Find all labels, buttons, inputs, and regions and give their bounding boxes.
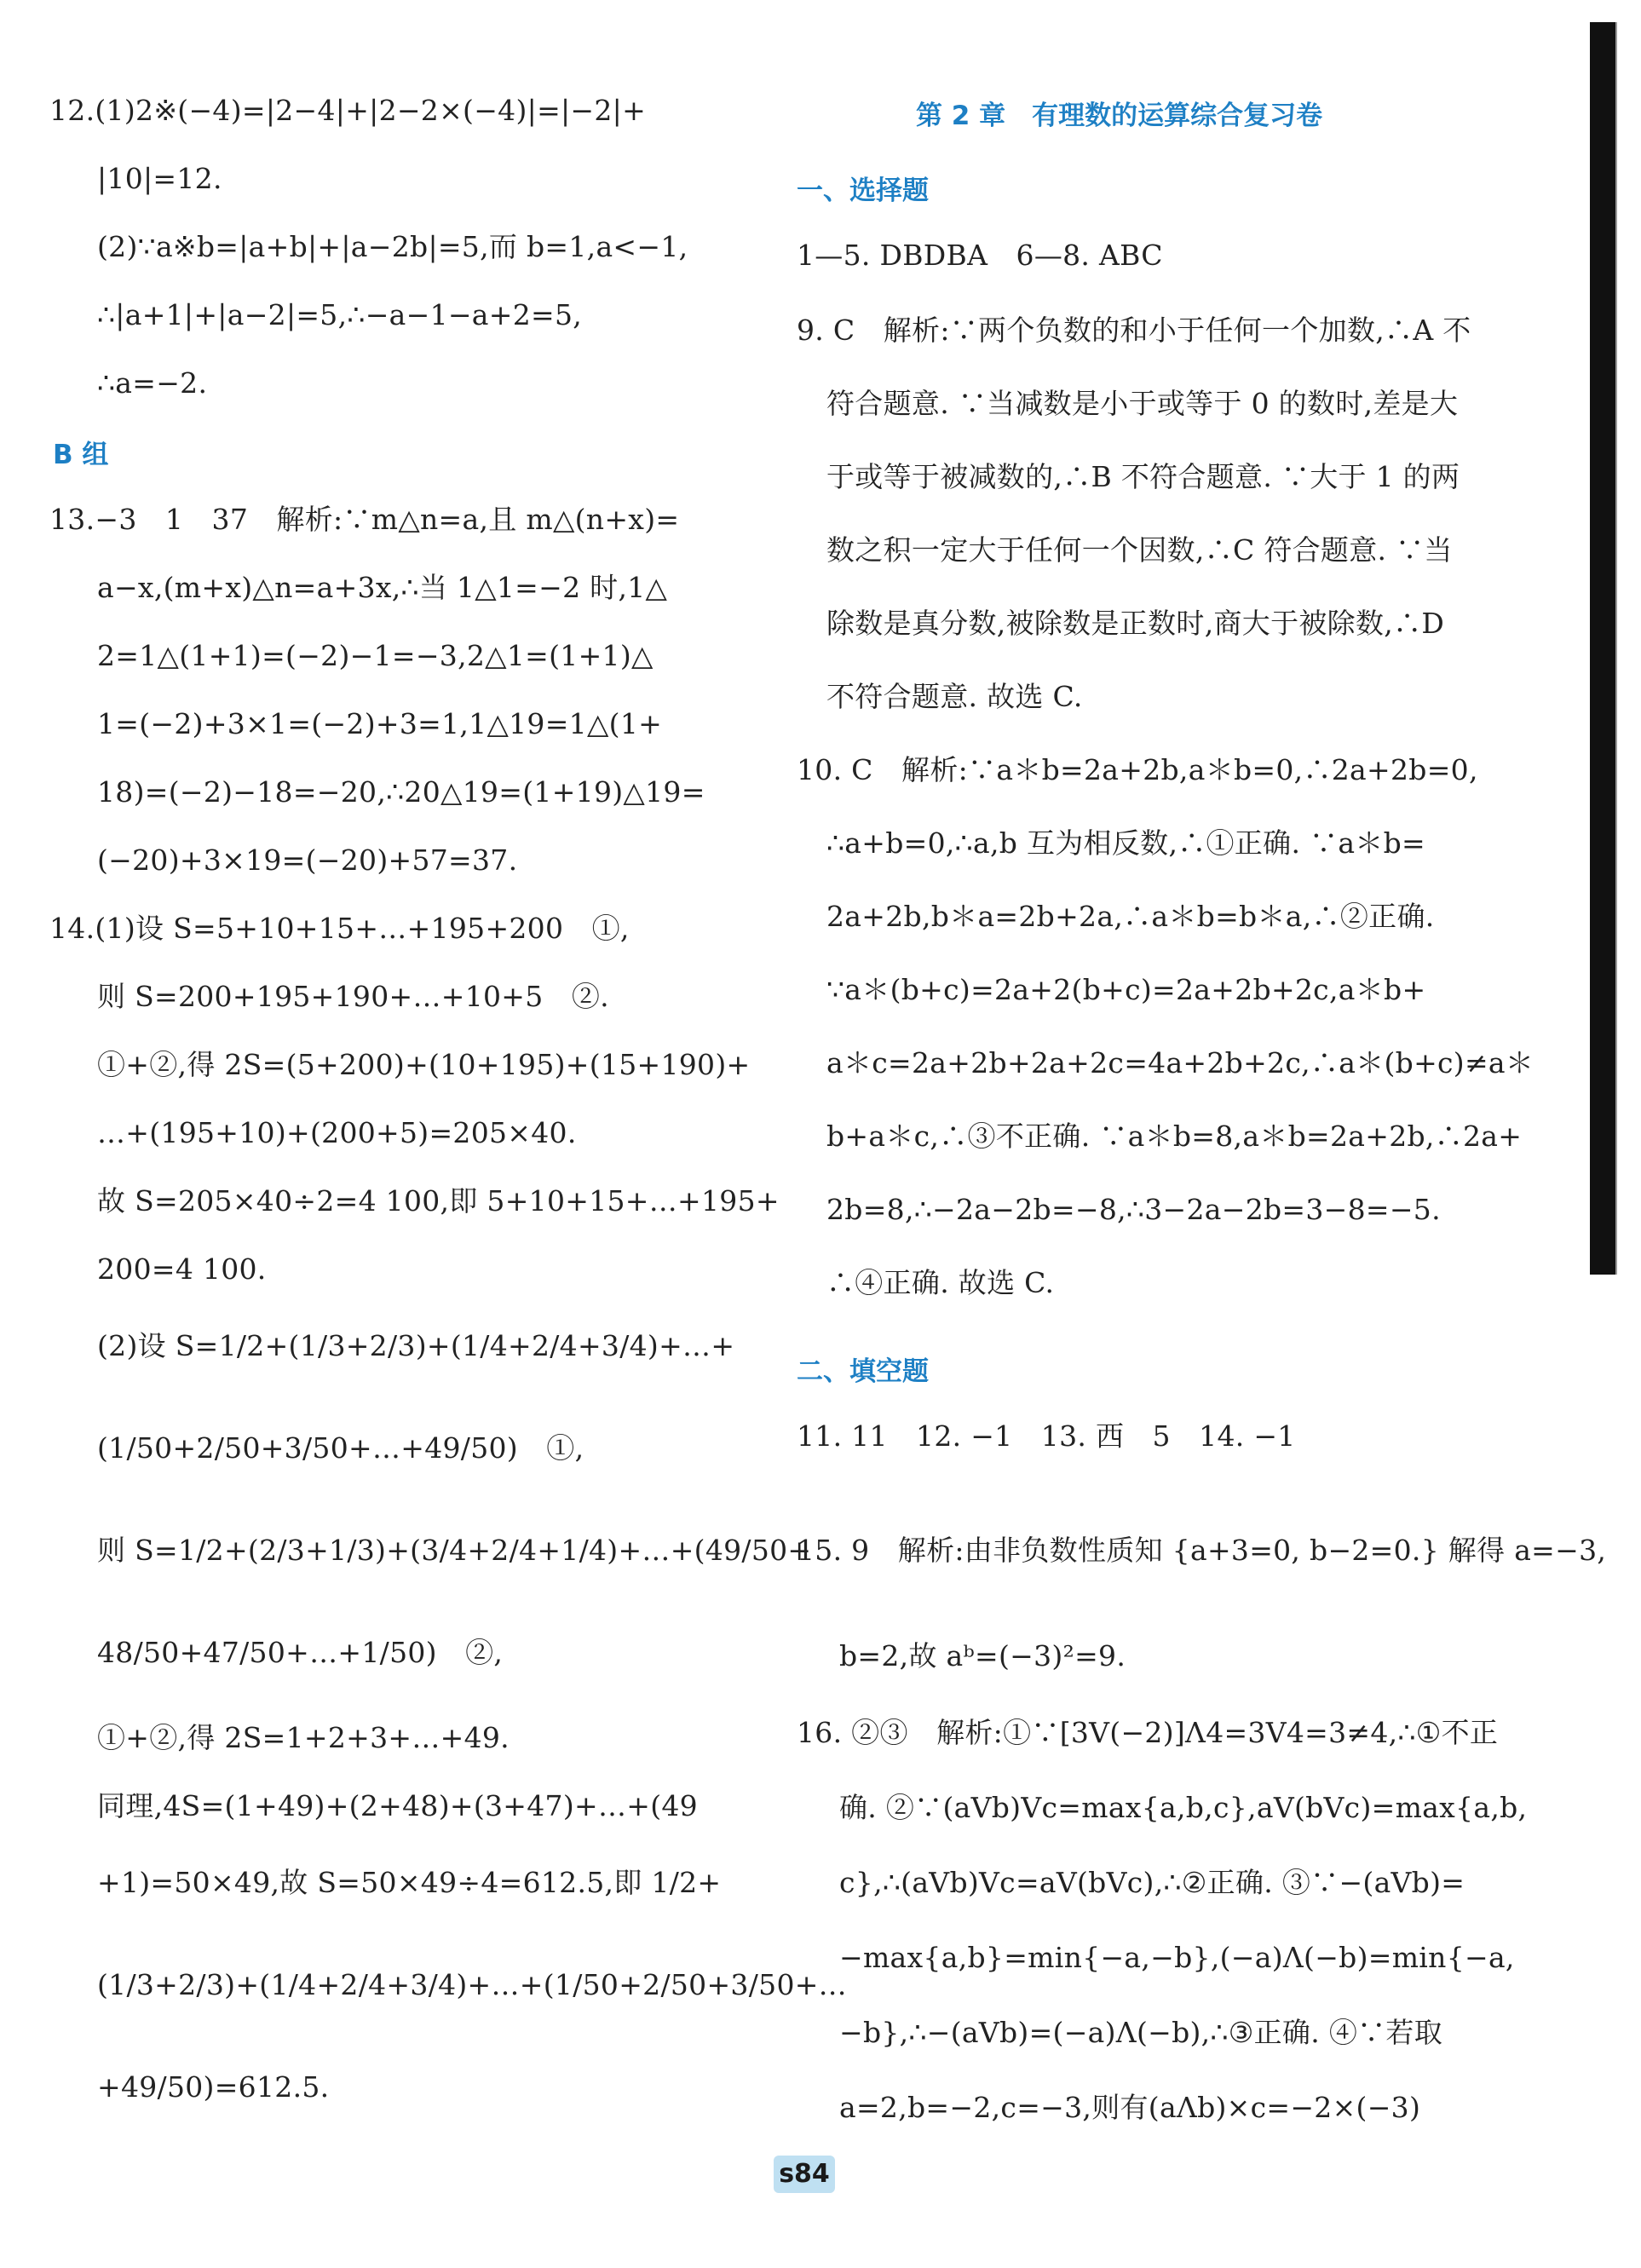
text-line: 16. ②③ 解析:①∵[3V(−2)]Λ4=3V4=3≠4,∴①不正 bbox=[797, 1716, 1499, 1749]
text-line: 同理,4S=(1+49)+(2+48)+(3+47)+…+(49 bbox=[97, 1789, 698, 1822]
page-edge-shadow bbox=[1590, 22, 1615, 1275]
text-line: a＊c=2a+2b+2a+2c=4a+2b+2c,∴a＊(b+c)≠a＊ bbox=[826, 1046, 1534, 1079]
page-edge-line bbox=[1615, 22, 1617, 1275]
text-line: 10. C 解析:∵a＊b=2a+2b,a＊b=0,∴2a+2b=0, bbox=[797, 753, 1478, 786]
text-line: b=2,故 aᵇ=(−3)²=9. bbox=[839, 1639, 1126, 1672]
text-line: 符合题意. ∵当减数是小于或等于 0 的数时,差是大 bbox=[826, 387, 1459, 420]
text-line: 故 S=205×40÷2=4 100,即 5+10+15+…+195+ bbox=[97, 1184, 780, 1217]
text-line: 200=4 100. bbox=[97, 1252, 267, 1286]
section-heading-choice: 一、选择题 bbox=[797, 176, 929, 206]
text-line: (1/3+2/3)+(1/4+2/4+3/4)+…+(1/50+2/50+3/50+… bbox=[97, 1968, 847, 2001]
text-line: 15. 9 解析:由非负数性质知 {a+3=0, b−2=0.} 解得 a=−3, bbox=[797, 1534, 1607, 1567]
text-line: ∵a＊(b+c)=2a+2(b+c)=2a+2b+2c,a＊b+ bbox=[826, 973, 1426, 1006]
text-line: ①+②,得 2S=(5+200)+(10+195)+(15+190)+ bbox=[97, 1048, 751, 1081]
text-line: a=2,b=−2,c=−3,则有(aΛb)×c=−2×(−3) bbox=[839, 2091, 1421, 2124]
text-line: 则 S=200+195+190+…+10+5 ②. bbox=[97, 980, 609, 1013]
text-line: 2a+2b,b＊a=2b+2a,∴a＊b=b＊a,∴②正确. bbox=[826, 900, 1435, 933]
text-line: 13.−3 1 37 解析:∵m△n=a,且 m△(n+x)= bbox=[49, 503, 680, 536]
text-line: (−20)+3×19=(−20)+57=37. bbox=[97, 843, 518, 877]
page-number: s84 bbox=[774, 2156, 835, 2193]
chapter-title: 第 2 章 有理数的运算综合复习卷 bbox=[916, 101, 1323, 131]
text-line: +49/50)=612.5. bbox=[97, 2070, 330, 2104]
text-line: +1)=50×49,故 S=50×49÷4=612.5,即 1/2+ bbox=[97, 1866, 722, 1899]
text-line: ∴a+b=0,∴a,b 互为相反数,∴①正确. ∵a＊b= bbox=[826, 826, 1425, 860]
text-line: 2=1△(1+1)=(−2)−1=−3,2△1=(1+1)△ bbox=[97, 639, 654, 672]
text-line: 2b=8,∴−2a−2b=−8,∴3−2a−2b=3−8=−5. bbox=[826, 1193, 1441, 1226]
text-line: c},∴(aVb)Vc=aV(bVc),∴②正确. ③∵−(aVb)= bbox=[839, 1866, 1465, 1899]
text-line: 确. ②∵(aVb)Vc=max{a,b,c},aV(bVc)=max{a,b, bbox=[839, 1791, 1528, 1824]
text-line: 11. 11 12. −1 13. 西 5 14. −1 bbox=[797, 1419, 1296, 1453]
text-line: (2)设 S=1/2+(1/3+2/3)+(1/4+2/4+3/4)+…+ bbox=[97, 1329, 735, 1362]
text-line: …+(195+10)+(200+5)=205×40. bbox=[97, 1116, 577, 1149]
text-line: a−x,(m+x)△n=a+3x,∴当 1△1=−2 时,1△ bbox=[97, 571, 668, 604]
text-line: 12.(1)2※(−4)=|2−4|+|2−2×(−4)|=|−2|+ bbox=[49, 94, 647, 127]
text-line: ∴④正确. 故选 C. bbox=[826, 1266, 1055, 1299]
text-line: 14.(1)设 S=5+10+15+…+195+200 ①, bbox=[49, 912, 630, 945]
text-line: 9. C 解析:∵两个负数的和小于任何一个加数,∴A 不 bbox=[797, 314, 1471, 347]
text-line: 48/50+47/50+…+1/50) ②, bbox=[97, 1636, 504, 1669]
text-line: ∴a=−2. bbox=[97, 366, 208, 400]
text-line: 1—5. DBDBA 6—8. ABC bbox=[797, 239, 1163, 272]
text-line: (1/50+2/50+3/50+…+49/50) ①, bbox=[97, 1431, 584, 1465]
text-line: 于或等于被减数的,∴B 不符合题意. ∵大于 1 的两 bbox=[826, 460, 1460, 493]
text-line: b+a＊c,∴③不正确. ∵a＊b=8,a＊b=2a+2b,∴2a+ bbox=[826, 1120, 1523, 1153]
text-line: ∴|a+1|+|a−2|=5,∴−a−1−a+2=5, bbox=[97, 298, 583, 331]
text-line: 则 S=1/2+(2/3+1/3)+(3/4+2/4+1/4)+…+(49/50+ bbox=[97, 1534, 812, 1567]
text-line: 1=(−2)+3×1=(−2)+3=1,1△19=1△(1+ bbox=[97, 707, 663, 740]
text-line: 数之积一定大于任何一个因数,∴C 符合题意. ∵当 bbox=[826, 533, 1453, 567]
text-line: |10|=12. bbox=[97, 162, 222, 195]
text-line: 18)=(−2)−18=−20,∴20△19=(1+19)△19= bbox=[97, 775, 705, 809]
group-b-heading: B 组 bbox=[53, 440, 109, 470]
text-line: (2)∵a※b=|a+b|+|a−2b|=5,而 b=1,a<−1, bbox=[97, 230, 688, 263]
text-line: −max{a,b}=min{−a,−b},(−a)Λ(−b)=min{−a, bbox=[839, 1941, 1515, 1974]
section-heading-fill: 二、填空题 bbox=[797, 1356, 929, 1387]
text-line: 除数是真分数,被除数是正数时,商大于被除数,∴D bbox=[826, 607, 1445, 640]
text-line: 不符合题意. 故选 C. bbox=[826, 680, 1083, 713]
text-line: ①+②,得 2S=1+2+3+…+49. bbox=[97, 1721, 510, 1754]
text-line: −b},∴−(aVb)=(−a)Λ(−b),∴③正确. ④∵若取 bbox=[839, 2016, 1443, 2049]
